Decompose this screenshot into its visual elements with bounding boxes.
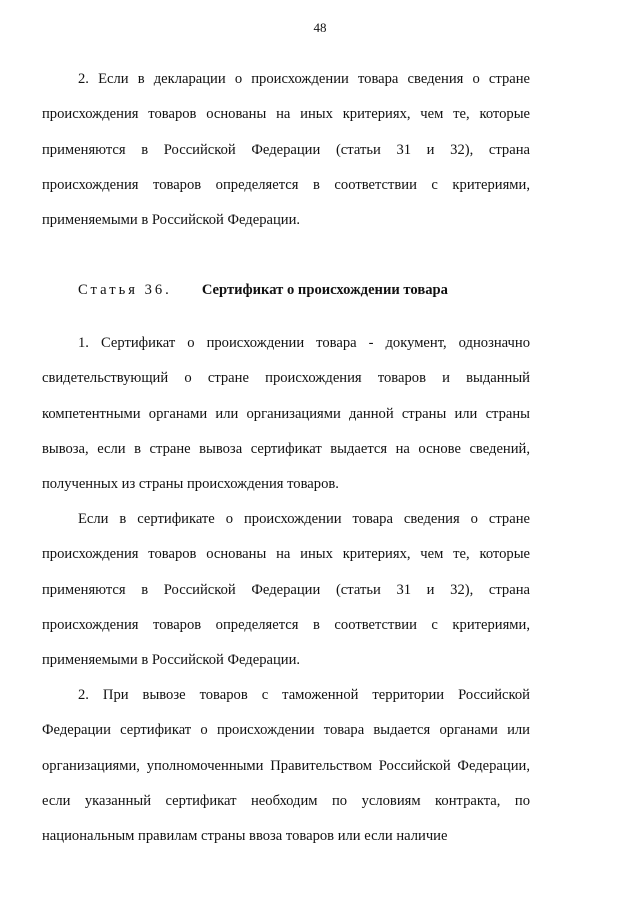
paragraph-declaration-origin: 2. Если в декларации о происхождении товара сведения о стране происхождения товаров основаны на иных критериях, чем те, которые применяются в Российской Федерации (статьи 31 и 32), страна происхождения товаров определяется в соответствии с критериями, применяемыми в Российской Федерации. — [42, 71, 530, 229]
page-number: 48 — [313, 20, 327, 35]
paragraph-certificate-definition: 1. Сертификат о происхождении товара - документ, однозначно свидетельствующий о стране происхождения товаров и выданный компетентными органами или организациями данной страны или страны вывоза, если в стране вывоза сертификат выдается на основе сведений, полученных из страны происхождения товаров. — [42, 335, 530, 493]
article-title: Сертификат о происхождении товара — [201, 282, 448, 298]
paragraph-export-certificate: 2. При вывозе товаров с таможенной территории Российской Федерации сертификат о происхождении товара выдается органами или организациями, уполномоченными Правительством Российской Федерации, если указанный сертификат необходим по условиям контракта, по национальным правилам страны ввоза товаров или если наличие — [42, 687, 530, 845]
article-label: Статья 36. — [78, 282, 172, 298]
paragraph-certificate-criteria: Если в сертификате о происхождении товара сведения о стране происхождения товаров основаны на иных критериях, чем те, которые применяются в Российской Федерации (статьи 31 и 32), страна происхождения товаров определяется в соответствии с критериями, применяемыми в Российской Федерации. — [42, 511, 530, 669]
article-heading — [78, 278, 448, 302]
